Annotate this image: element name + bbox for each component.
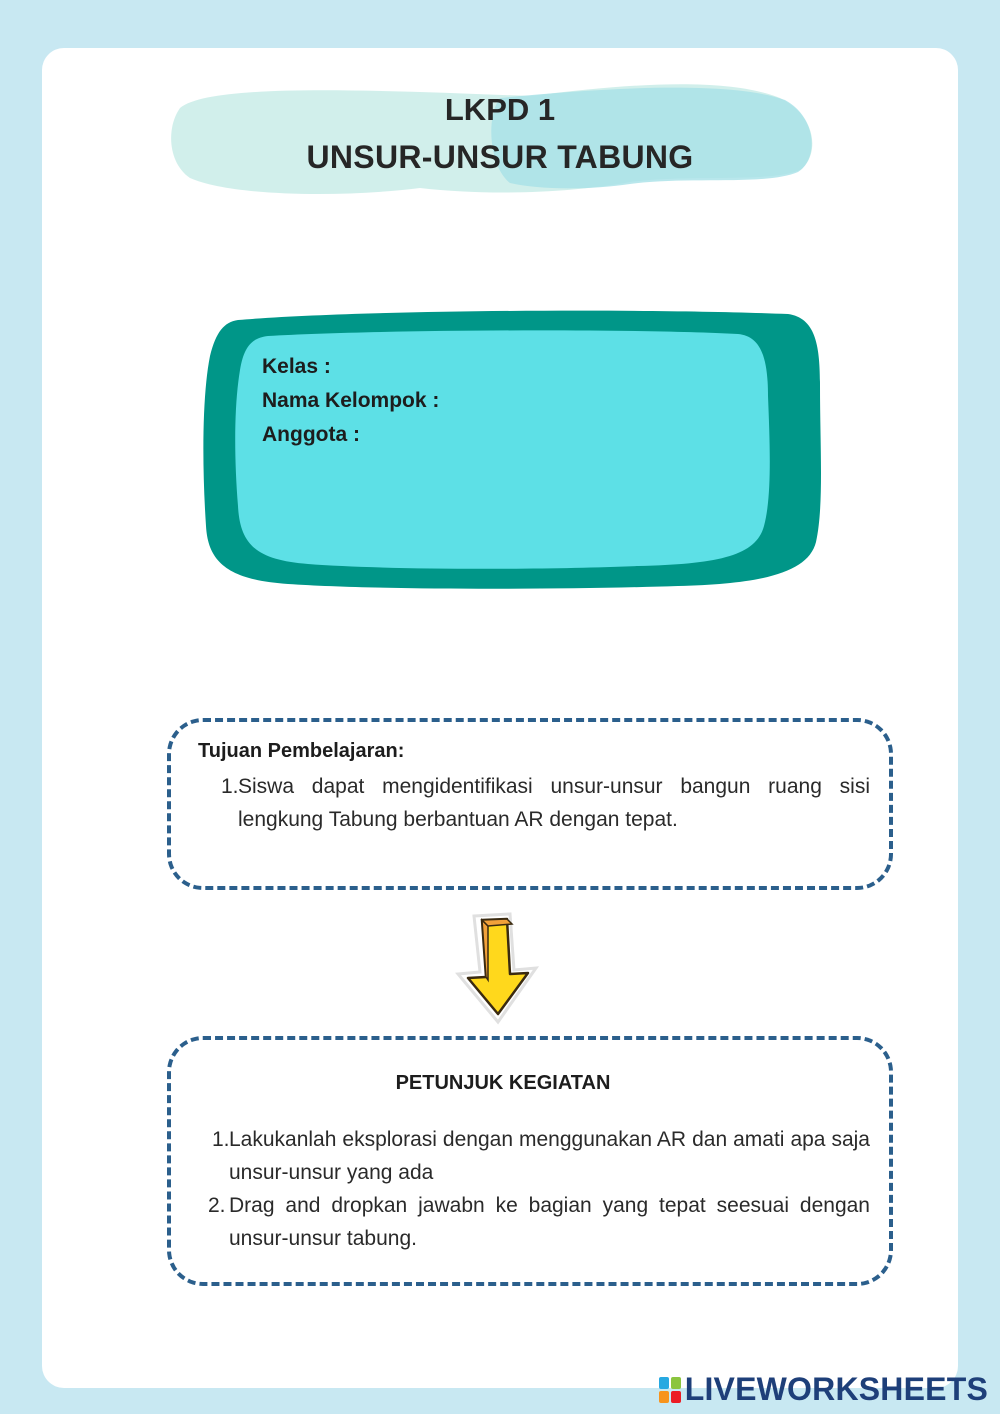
field-kelas: Kelas : [262,355,331,378]
arrow-down-icon [452,910,544,1028]
field-nama-kelompok: Nama Kelompok : [262,389,440,412]
page-title [0,88,1000,182]
tujuan-item-number: 1. [221,775,239,798]
step-number: 1. [212,1128,230,1151]
title-line-1: LKPD 1 [444,92,556,127]
liveworksheets-mark-icon [659,1377,681,1403]
step-number: 2. [208,1194,226,1217]
tujuan-item: Siswa dapat mengidentifikasi unsur-unsur bangun ruang sisi lengkung Tabung berbantuan AR dengan tepat. [238,775,870,831]
brand-text: LIVEWORKSHEETS [684,1371,988,1407]
step-item: Drag and dropkan jawabn ke bagian yang tepat seesuai dengan unsur-unsur tabung. [229,1194,870,1250]
field-anggota: Anggota : [262,423,360,446]
tujuan-heading: Tujuan Pembelajaran: [198,740,405,762]
identity-fields [262,350,439,452]
step-item: Lakukanlah eksplorasi dengan menggunakan AR dan amati apa saja unsur-unsur yang ada [229,1128,870,1184]
petunjuk-heading: PETUNJUK KEGIATAN [395,1072,611,1094]
title-line-2: UNSUR-UNSUR TABUNG [306,139,694,175]
liveworksheets-logo [659,1371,988,1408]
